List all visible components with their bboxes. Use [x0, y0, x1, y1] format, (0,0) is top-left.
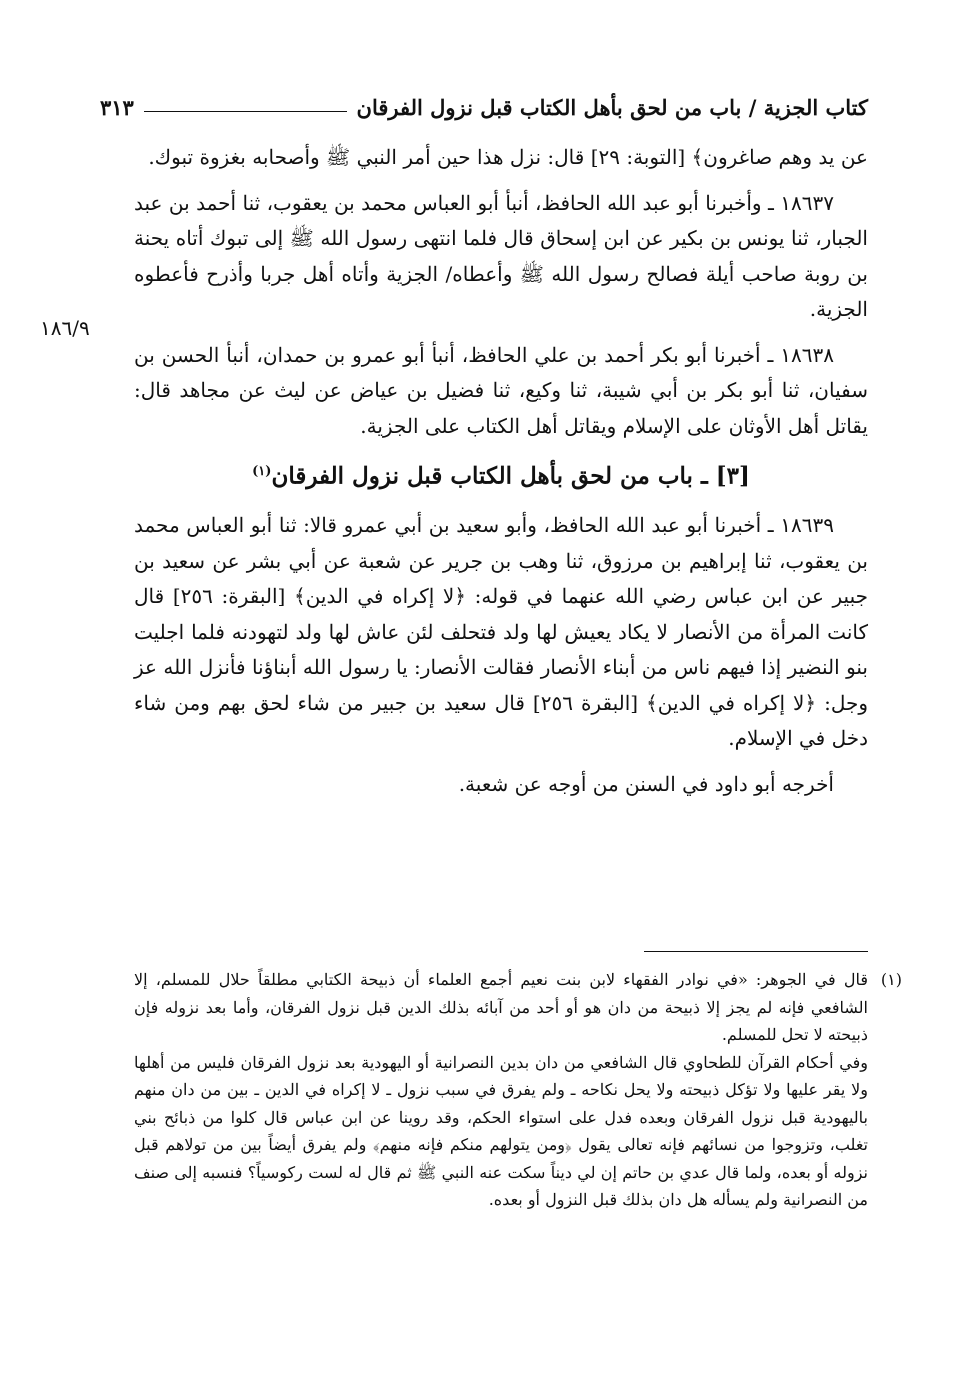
hadith-18638: ١٨٦٣٨ ـ أخبرنا أبو بكر أحمد بن علي الحافظ، أنبأ أبو عمرو بن حمدان، أنبأ الحسن بن سفيان، ثنا أبو بكر بن أبي شيبة، ثنا وكيع، ثنا فضيل بن عياض عن ليث عن مجاهد قال: يقاتل أهل الأوثان على الإسلام ويقاتل أهل الكتاب على الجزية. [134, 342, 869, 438]
running-header [100, 86, 868, 120]
hadith-18637: ١٨٦٣٧ ـ وأخبرنا أبو عبد الله الحافظ، أنبأ أبو العباس محمد بن يعقوب، ثنا أحمد بن عبد الجبار، ثنا يونس بن بكير عن ابن إسحاق قال فلما انتهى رسول الله ﷺ إلى تبوك أتاه يحنة بن روبة صاحب أيلة فصالح رسول الله ﷺ وأعطاه/ الجزية وأتاه أهل جربا وأذرح فأعطوه الجزية. [134, 190, 868, 321]
footnote-1-continuation: وفي أحكام القرآن للطحاوي قال الشافعي من دان بدين النصرانية أو اليهودية بعد نزول الفرقان فليس من أهلها ولا يقر عليها ولا تؤكل ذبيحته ولا يحل نكاحه ـ ولم يفرق في سبب نزول ـ لا إكراه في الدين ـ بين من دان منهم باليهودية قبل نزول الفرقان وبعده فدل على استواء الحكم، وقد روينا عن ابن عباس قال كلوا من ذبائح بني تغلب، وتزوجوا من نسائهم فإنه تعالى يقول ﴿ومن يتولهم منكم فإنه منهم﴾ ولم يفرق أيضاً بين من تولاهم قبل نزوله أو بعده، ولما قال عدي بن حاتم إن لي ديناً سكت عنه النبي ﷺ ثم قال له لست ركوسياً؟ فنسبه إلى صنف من النصرانية ولم يسأله هل دان بذلك قبل النزول أو بعده. [134, 1052, 868, 1209]
footnote-1 [134, 966, 902, 1049]
footnote-separator [644, 951, 868, 952]
header-rule [144, 111, 347, 112]
chapter-footnote-marker: (١) [252, 464, 272, 479]
chapter-heading-text: [٣] ـ باب من لحق بأهل الكتاب قبل نزول الفرقان [271, 462, 750, 490]
margin-reference: ١٨٦/٩ [40, 316, 90, 340]
hadith-18639: ١٨٦٣٩ ـ أخبرنا أبو عبد الله الحافظ، وأبو سعيد بن أبي عمرو قالا: ثنا أبو العباس محمد بن يعقوب، ثنا إبراهيم بن مرزوق، ثنا وهب بن جرير عن شعبة عن أبي بشر عن سعيد بن جبير عن ابن عباس رضي الله عنهما في قوله: ﴿لا إكراه في الدين﴾ [البقرة: ٢٥٦] قال كانت المرأة من الأنصار لا يكاد يعيش لها ولد فتحلف لئن عاش لها ولد لتهودنه فلما اجليت بنو النضير إذا فيهم ناس من أبناء الأنصار فقالت الأنصار: يا رسول الله أبناؤنا فأنزل الله عز وجل: ﴿لا إكراه في الدين﴾ [البقرة ٢٥٦] قال سعيد بن جبير من شاء لحق بهم ومن شاء دخل في الإسلام. [134, 513, 868, 751]
takhrij-note: أخرجه أبو داود في السنن من أوجه عن شعبة. [458, 771, 834, 796]
footnotes [134, 966, 902, 1214]
footnote-1-text: قال في الجوهر: «في نوادر الفقهاء لابن بنت نعيم أجمع العلماء أن ذبيحة الكتابي مطلقاً حلال للمسلم، إلا الشافعي فإنه لم يجز إلا ذبيحة من دان هو أو أحد من آبائه بذلك الدين قبل نزول الفرقان، وأما بعد نزوله فإن ذبيحته لا تحل للمسلم. [134, 970, 869, 1044]
paragraph-continuation: عن يد وهم صاغرون﴾ [التوبة: ٢٩] قال: نزل هذا حين أمر النبي ﷺ وأصحابه بغزوة تبوك. [148, 145, 868, 169]
page-number: ٣١٣ [100, 95, 134, 120]
header-title: كتاب الجزية / باب من لحق بأهل الكتاب قبل نزول الفرقان [356, 95, 868, 120]
main-text [134, 140, 868, 812]
chapter-heading [134, 454, 868, 494]
footnote-number: (١) [880, 970, 902, 989]
